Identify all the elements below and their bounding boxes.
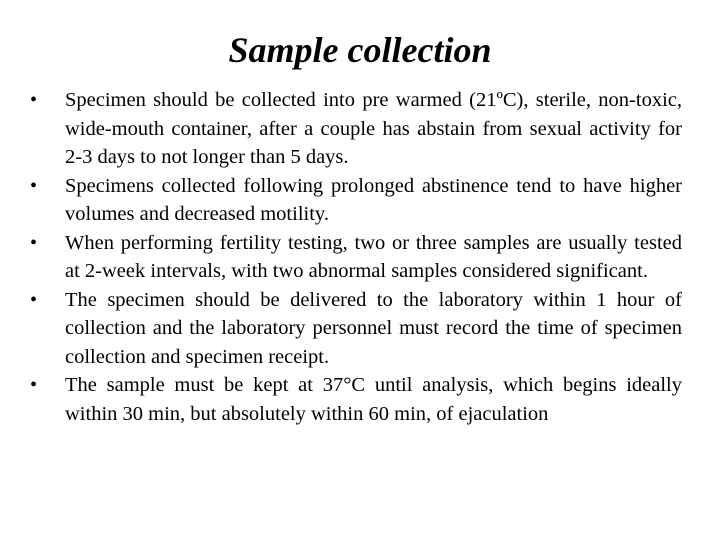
bullet-text: Specimen should be collected into pre warmed (21ºC), sterile, non-toxic, wide-mouth container, after a couple has abstain from sexual activity for 2-3 days to not longer than 5 days. (65, 89, 682, 168)
bullet-text: The specimen should be delivered to the laboratory within 1 hour of collection and the laboratory personnel must record the time of specimen collection and specimen receipt. (65, 288, 682, 368)
bullet-list (0, 86, 720, 428)
bullet-text: Specimens collected following prolonged abstinence tend to have higher volumes and decreased motility. (65, 174, 682, 225)
bullet-text: The sample must be kept at 37°C until analysis, which begins ideally within 30 min, but absolutely within 60 min, of ejaculation (65, 374, 682, 425)
bullet-icon: • (30, 174, 38, 197)
bullet-icon: • (30, 374, 38, 396)
bullet-item-1 (0, 86, 720, 172)
bullet-icon: • (30, 288, 38, 311)
bullet-item-3 (0, 229, 720, 286)
bullet-text: When performing fertility testing, two or three samples are usually tested at 2-week intervals, with two abnormal samples considered significant. (65, 231, 682, 282)
bullet-icon: • (30, 231, 38, 254)
bullet-item-4 (0, 286, 720, 372)
slide-title: Sample collection (228, 30, 492, 70)
bullet-item-2 (0, 172, 720, 229)
bullet-icon: • (30, 89, 38, 111)
bullet-item-5 (0, 371, 720, 428)
